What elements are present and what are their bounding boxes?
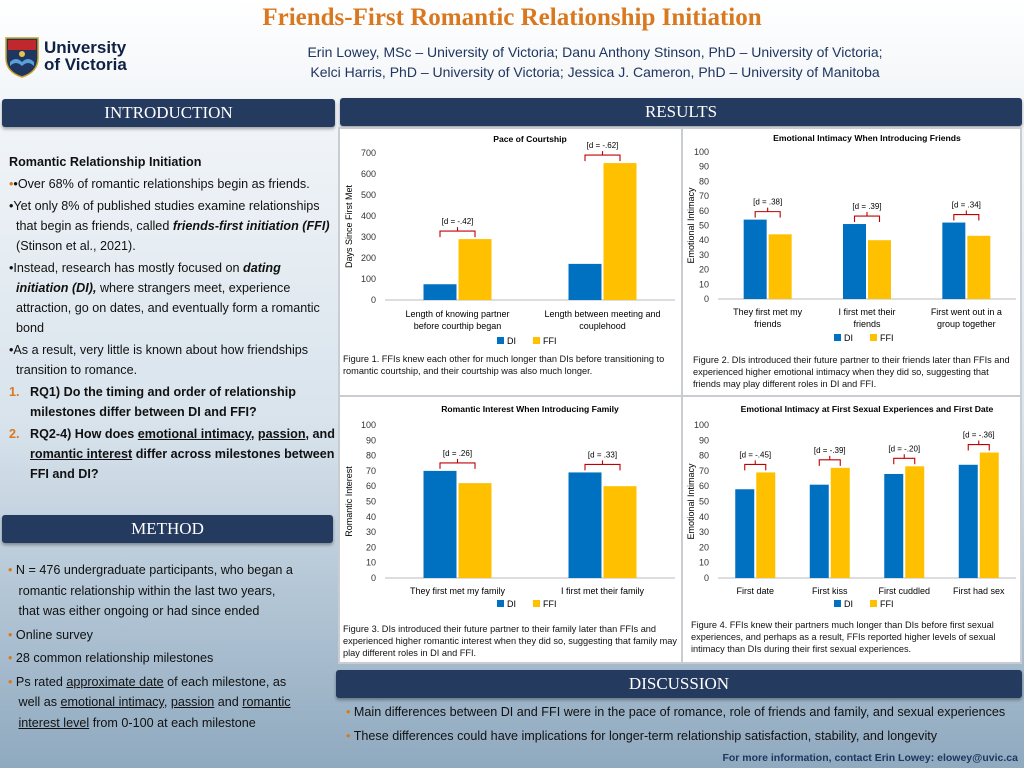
bar-ffi (980, 453, 999, 578)
effect-size-bracket (440, 227, 475, 237)
y-tick-label: 300 (360, 232, 376, 242)
romantic-term: romantic (242, 695, 291, 709)
y-tick-label: 100 (693, 420, 709, 430)
method-bullet-2-marker: • (8, 627, 13, 642)
y-tick-label: 60 (698, 205, 709, 216)
effect-size-bracket (954, 211, 979, 221)
method-bullet-4-marker: • (8, 674, 13, 689)
y-tick-label: 0 (370, 573, 376, 583)
bar-ffi (967, 236, 990, 299)
y-tick-label: 100 (360, 420, 376, 430)
approximate-date-term: approximate date (66, 674, 164, 689)
y-tick-label: 30 (365, 527, 376, 538)
y-tick-label: 80 (698, 176, 709, 187)
legend-swatch-ffi (533, 600, 540, 607)
y-tick-label: 40 (365, 511, 376, 522)
legend-label-di: DI (844, 599, 853, 609)
method-bullet-1b: romantic relationship within the last two years, (18, 583, 276, 598)
legend-label-ffi: FFI (543, 336, 557, 346)
y-axis-label: Romantic Interest (344, 466, 354, 537)
effect-size-bracket (894, 454, 915, 464)
intro-bullet-2a: •Yet only 8% of published studies examine relationships (9, 199, 320, 213)
y-tick-label: 80 (698, 450, 709, 461)
effect-size-bracket (585, 460, 620, 470)
intro-heading: Romantic Relationship Initiation (9, 155, 202, 169)
bar-di (569, 264, 602, 300)
method-bullet-4k: from 0-100 at each milestone (92, 715, 256, 730)
y-tick-label: 70 (365, 465, 376, 476)
y-tick-label: 700 (360, 148, 376, 158)
y-tick-label: 30 (698, 527, 709, 538)
y-tick-label: 50 (698, 496, 709, 507)
rq1-line-1: RQ1) Do the timing and order of relationship (30, 385, 296, 399)
emotional-intimacy-friends-chart (683, 129, 1020, 355)
bar-di (744, 220, 767, 299)
category-label: First went out in a (930, 307, 1002, 317)
contact-info: For more information, contact Erin Lowey: elowey@uvic.ca (722, 752, 1018, 764)
figure-2-caption: Figure 2. DIs introduced their future partner to their friends later than FFIs and experienced higher emotional intimacy when they did so, suggesting that friends may play different roles in DI and FFI. (693, 355, 1010, 389)
category-label: group together (937, 319, 996, 329)
intro-bullet-3d: where strangers meet, experience (99, 281, 291, 295)
category-label: Length between meeting and (544, 309, 661, 319)
emotional-intimacy-term: emotional intimacy (60, 695, 164, 709)
rq2-emotional-intimacy: emotional intimacy (137, 427, 251, 441)
introduction-body: Romantic Relationship Initiation ••Over 68% of romantic relationships begin as friends. •Yet only 8% of published studies examine relationships that begin as friends, called friends-first initiation (FFI) (Stinson et al., 2021). •Instead, research has mostly focused on dating initiation (DI), where strangers meet, experience attraction, go on dates, and eventually form a romantic bond •As a result, very little is known about how friendships transition to romance. 1. RQ1) Do the timing and order of relationship milestones differ between DI and FFI? 2. RQ2-4) How does emotional intimacy, passion, and romantic interest differ across milestones between FFI and DI? (9, 152, 335, 486)
effect-size-bracket (855, 212, 880, 222)
intro-bullet-4b: transition to romance. (16, 363, 138, 377)
discussion-bullet-1 (346, 705, 1022, 719)
chart-panel-2 (683, 129, 1020, 395)
y-tick-label: 80 (365, 450, 376, 461)
method-bullet-1a: N = 476 undergraduate participants, who began a (15, 563, 293, 577)
y-tick-label: 40 (698, 235, 709, 246)
legend-label-di: DI (844, 333, 853, 343)
y-tick-label: 20 (698, 542, 709, 553)
y-tick-label: 100 (360, 274, 376, 284)
legend-label-ffi: FFI (543, 599, 557, 609)
bar-ffi (604, 486, 637, 578)
bar-di (843, 224, 866, 299)
di-term: initiation (DI), (16, 281, 97, 295)
legend-label-ffi: FFI (880, 599, 894, 609)
effect-size-label: [d = -.39] (813, 445, 846, 455)
bar-di (569, 472, 602, 578)
figure-4-caption: Figure 4. FFIs knew their partners much longer than DIs before first sexual experiences, and perhaps as a result, FFIs reported higher levels of sexual intimacy than DIs during their first sexual experiences. (691, 620, 996, 654)
category-label: First kiss (812, 586, 848, 596)
chart-title: Emotional Intimacy When Introducing Friends (773, 133, 961, 143)
rq2-text-g: differ across milestones between (135, 447, 335, 461)
rq2-passion: passion (257, 427, 306, 441)
chart-title: Emotional Intimacy at First Sexual Experiences and First Date (740, 404, 994, 414)
effect-size-label: [d = .33] (587, 450, 618, 460)
effect-size-bracket (745, 460, 766, 470)
category-label: They first met my (733, 307, 803, 317)
method-bullet-2: Online survey (15, 627, 93, 642)
poster-title: Friends-First Romantic Relationship Initiation (262, 4, 762, 31)
bar-di (959, 465, 978, 578)
legend-swatch-di (834, 334, 841, 341)
discussion-bullet-2 (346, 729, 1022, 743)
discussion-header: DISCUSSION (336, 670, 1022, 698)
chart-panel-1 (340, 129, 681, 395)
method-bullet-3-marker: • (8, 651, 13, 665)
legend-label-di: DI (507, 336, 516, 346)
discussion-bullet-2-marker: • (346, 729, 351, 743)
category-label: couplehood (579, 321, 626, 331)
pace-of-courtship-chart (340, 129, 681, 361)
intro-bullet-4a: •As a result, very little is known about how friendships (9, 343, 309, 357)
chart-title: Romantic Interest When Introducing Family (441, 404, 619, 414)
effect-size-label: [d = .26] (442, 448, 473, 458)
method-bullet-1c: that was either ongoing or had since ended (18, 604, 260, 618)
shield-icon (4, 36, 40, 78)
category-label: First cuddled (878, 586, 931, 596)
figure-1-caption: Figure 1. FFIs knew each other for much longer than DIs before transitioning to romantic courtship, and their courtship was also much longer. (343, 354, 665, 376)
effect-size-label: [d = .34] (951, 200, 981, 210)
bar-di (424, 284, 457, 300)
bar-di (942, 223, 965, 299)
method-bullet-4d: well as (18, 695, 57, 709)
emotional-intimacy-sexual-chart (683, 397, 1020, 621)
bar-di (735, 489, 754, 578)
y-tick-label: 50 (698, 220, 709, 231)
rq2-and: , and (305, 427, 335, 441)
logo-text-line-1: University (44, 38, 127, 57)
y-tick-label: 0 (370, 295, 376, 305)
y-tick-label: 60 (698, 481, 709, 492)
bar-ffi (905, 466, 924, 578)
bar-ffi (769, 234, 792, 299)
bar-di (424, 471, 457, 578)
intro-bullet-3e: attraction, go on dates, and eventually form a romantic (16, 301, 320, 315)
effect-size-bracket (968, 441, 989, 451)
bar-di (810, 485, 829, 578)
y-tick-label: 50 (365, 496, 376, 507)
bar-ffi (604, 163, 637, 300)
intro-bullet-3f: bond (16, 321, 45, 335)
y-tick-label: 90 (698, 161, 709, 172)
y-axis-label: Emotional Intimacy (686, 187, 696, 264)
chart-panel-3 (340, 397, 681, 662)
y-tick-label: 600 (360, 169, 376, 179)
category-label: I first met their (838, 307, 896, 317)
effect-size-label: [d = .39] (852, 202, 882, 212)
method-bullet-3: 28 common relationship milestones (15, 651, 214, 665)
legend-swatch-ffi (870, 334, 877, 341)
y-tick-label: 0 (703, 573, 709, 583)
bar-ffi (459, 239, 492, 300)
bar-ffi (459, 483, 492, 578)
category-label: before courthip began (413, 321, 502, 331)
rq2-romantic-interest: romantic interest (30, 447, 133, 461)
effect-size-label: [d = -.36] (962, 430, 995, 440)
discussion-text-2: These differences could have implications for longer-term relationship satisfaction, stability, and longevity (353, 729, 938, 743)
effect-size-label: [d = -.45] (739, 450, 772, 460)
category-label: friends (853, 319, 881, 329)
bar-di (884, 474, 903, 578)
rq1-line-2: milestones differ between DI and FFI? (30, 405, 257, 419)
y-tick-label: 20 (365, 542, 376, 553)
ffi-term: friends-first initiation (FFI) (172, 219, 330, 233)
category-label: They first met my family (409, 586, 506, 596)
intro-bullet-3a: •Instead, research has mostly focused on (9, 261, 240, 275)
y-tick-label: 40 (698, 511, 709, 522)
rq1-number: 1. (9, 385, 20, 399)
legend-swatch-di (834, 600, 841, 607)
authors-line-2: Kelci Harris, PhD – University of Victoria; Jessica J. Cameron, PhD – University of Manitoba (310, 64, 880, 80)
effect-size-bracket (585, 151, 620, 161)
legend-swatch-ffi (870, 600, 877, 607)
introduction-header: INTRODUCTION (2, 99, 335, 127)
legend-swatch-di (497, 600, 504, 607)
y-tick-label: 20 (698, 264, 709, 275)
category-label: I first met their family (560, 586, 645, 596)
method-bullet-4c: of each milestone, as (167, 674, 287, 689)
intro-bullet-1: •Over 68% of romantic relationships begin as friends. (13, 177, 310, 191)
y-tick-label: 70 (698, 465, 709, 476)
dating-term: dating (243, 261, 281, 275)
y-tick-label: 400 (360, 211, 376, 221)
method-bullet-1-marker: • (8, 563, 13, 577)
rq2-number: 2. (9, 427, 20, 441)
university-logo (4, 36, 134, 86)
y-tick-label: 500 (360, 190, 376, 200)
y-tick-label: 10 (698, 279, 709, 290)
interest-level-term: interest level (18, 715, 90, 730)
category-label: Length of knowing partner (405, 309, 510, 319)
effect-size-bracket (819, 456, 840, 466)
effect-size-bracket (755, 208, 780, 218)
y-tick-label: 90 (698, 435, 709, 446)
effect-size-label: [d = .38] (753, 197, 783, 207)
method-comma: , (163, 695, 168, 709)
y-axis-label: Emotional Intimacy (686, 463, 696, 540)
y-tick-label: 0 (703, 294, 709, 304)
effect-size-label: [d = -.20] (888, 444, 921, 454)
legend-swatch-ffi (533, 337, 540, 344)
y-tick-label: 30 (698, 249, 709, 260)
y-tick-label: 90 (365, 435, 376, 446)
legend-label-ffi: FFI (880, 333, 894, 343)
category-label: First had sex (952, 586, 1005, 596)
legend-swatch-di (497, 337, 504, 344)
y-tick-label: 70 (698, 191, 709, 202)
y-tick-label: 200 (360, 253, 376, 263)
method-bullet-4a: Ps rated (15, 674, 63, 689)
passion-term: passion (170, 695, 215, 709)
discussion-bullet-1-marker: • (346, 705, 351, 719)
chart-panel-4 (683, 397, 1020, 662)
method-header: METHOD (2, 515, 333, 543)
y-tick-label: 10 (365, 557, 376, 568)
authors-line-1: Erin Lowey, MSc – University of Victoria; Danu Anthony Stinson, PhD – University of Victoria; (307, 44, 883, 60)
bar-ffi (756, 472, 775, 578)
rq2-comma: , (250, 427, 255, 441)
y-tick-label: 100 (693, 147, 709, 157)
logo-text-line-2: of Victoria (44, 55, 127, 74)
method-and: and (217, 695, 239, 709)
method-body (8, 560, 334, 735)
y-tick-label: 60 (365, 481, 376, 492)
bar-ffi (831, 468, 850, 578)
y-tick-label: 10 (698, 557, 709, 568)
romantic-interest-family-chart (340, 397, 681, 621)
intro-bullet-2d: (Stinson et al., 2021). (16, 239, 136, 253)
rq2-text-h: FFI and DI? (30, 467, 99, 481)
figure-3-caption: Figure 3. DIs introduced their future partner to their family later than FFIs and experienced higher romantic interest when they did so, suggesting that family may play different roles in DI and FFI. (343, 624, 677, 658)
results-header: RESULTS (340, 98, 1022, 126)
effect-size-bracket (440, 459, 475, 469)
category-label: friends (754, 319, 782, 329)
category-label: First date (736, 586, 775, 596)
rq2-text-a: RQ2-4) How does (30, 427, 135, 441)
discussion-text-1: Main differences between DI and FFI were in the pace of romance, role of friends and family, and sexual experiences (353, 705, 1006, 719)
y-axis-label: Days Since First Met (344, 184, 354, 269)
effect-size-label: [d = -.62] (586, 141, 619, 151)
bar-ffi (868, 240, 891, 299)
intro-bullet-2b: that begin as friends, called (16, 219, 170, 233)
legend-label-di: DI (507, 599, 516, 609)
chart-title: Pace of Courtship (493, 134, 567, 144)
effect-size-label: [d = -.42] (441, 217, 474, 227)
